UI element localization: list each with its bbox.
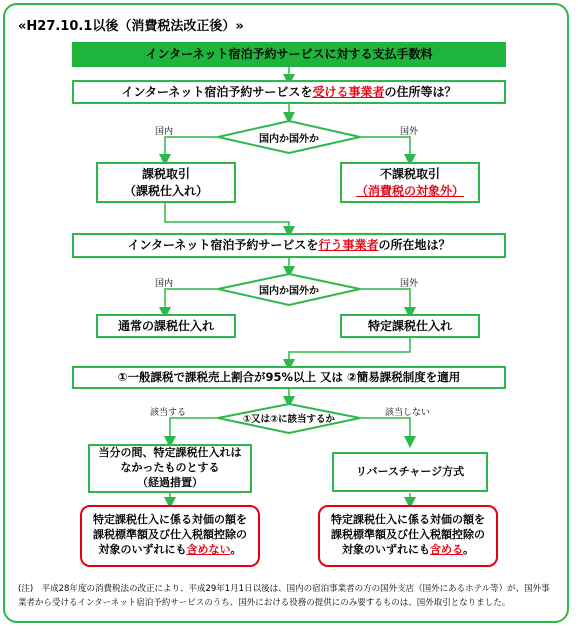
q2-pre: インターネット宿泊予約サービスを [127,238,319,253]
reverse-charge-box: リバースチャージ方式 [332,452,488,492]
taxable-line1: 課税取引 [141,167,190,182]
q2-red: 行う事業者 [318,238,379,253]
d2-left-label: 国内 [155,279,174,289]
result-left-red: 含めない [186,542,231,556]
nontaxable-transaction-box [340,162,480,203]
d3-left-label: 該当する [150,408,187,418]
page-heading: «H27.10.1以後（消費税法改正後）» [18,19,244,34]
specific-purchase-box: 特定課税仕入れ [340,314,480,338]
decision-2-label: 国内か国外か [259,286,319,297]
transitional-line3: （経過措置） [137,475,203,489]
transitional-measure-box [88,444,252,493]
result-right-text: 特定課税仕入に係る対価の額を課税標準額及び仕入税額控除の対象のいずれにも [331,513,485,556]
d3-right-label: 該当しない [385,408,431,418]
question-provider-box [72,233,506,258]
transitional-line2: なかったものとする [120,461,220,475]
footnote: (注) 平成28年度の消費税法の改正により、平成29年1月1日以後は、国内の宿泊事業者の方の国外支店（国外にあるホテル等）が、国外事業者から受けるインターネット宿泊予約サービスのうち、国外における役務の提供にのみ要するものは、国外取引となりました。 [18,584,550,609]
title-box: インターネット宿泊予約サービスに対する支払手数料 [72,42,506,67]
d2-right-label: 国外 [400,279,419,289]
question-recipient-box [72,80,506,104]
decision-1-label: 国内か国外か [259,134,319,145]
nontaxable-line2: （消費税の対象外） [355,183,464,198]
result-right-end: 。 [463,542,474,556]
nontaxable-line1: 不課税取引 [379,167,440,182]
decision-3-label: ①又は②に該当するか [242,414,336,425]
result-left-text: 特定課税仕入に係る対価の額を課税標準額及び仕入税額控除の対象のいずれにも [93,513,247,556]
result-exclude-box [80,505,260,567]
q2-post: の所在地は？ [378,238,451,253]
q1-pre: インターネット宿泊予約サービスを [121,84,313,99]
result-right-red: 含める [430,542,463,556]
condition-box: ①一般課税で課税売上割合が95%以上 又は ②簡易課税制度を適用 [72,366,506,389]
d1-left-label: 国内 [155,127,174,137]
normal-purchase-box: 通常の課税仕入れ [96,314,236,338]
result-left-end: 。 [230,542,242,556]
d1-right-label: 国外 [400,127,419,137]
taxable-transaction-box [96,162,236,203]
transitional-line1: 当分の間、特定課税仕入れは [98,446,242,460]
taxable-line2: （課税仕入れ） [123,183,208,198]
q1-red: 受ける事業者 [312,84,385,99]
q1-post: の住所等は？ [384,84,457,99]
result-include-box [318,505,498,567]
